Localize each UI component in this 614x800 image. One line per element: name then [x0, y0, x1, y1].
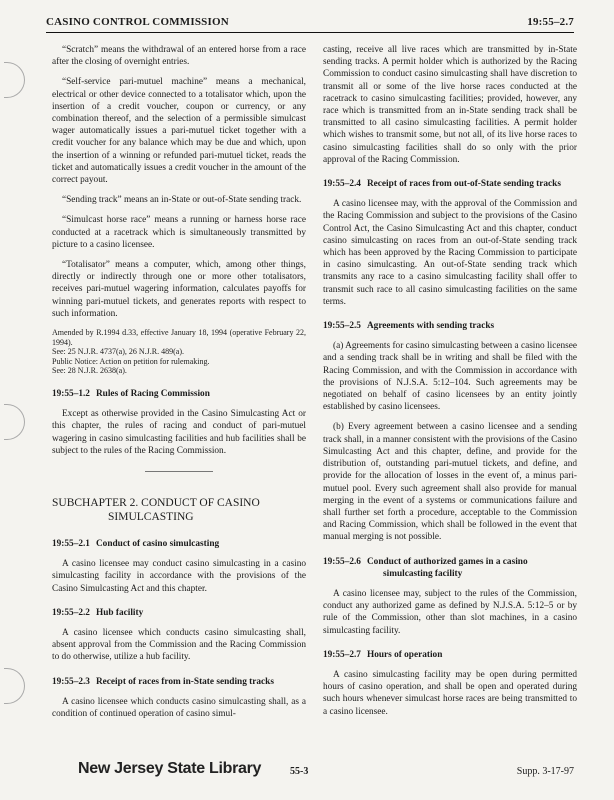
binder-hole	[4, 668, 25, 704]
definition-self-service-machine: “Self-service pari-mutuel machine” means a mechanical, electrical or other device connected to a totalisator which, upon the insertion of a credit voucher, coupon or currency, or any combination thereof, and the selection of a permissible simulcast wager automatically issues a pari-mutuel ticket together with a credit voucher for any balance which may be due and which, upon the insertion of a winning or refunded pari-mutuel ticket, reads the ticket and automatically issues a credit voucher in the amount of the correct payout.	[52, 77, 306, 186]
definition-scratch: “Scratch” means the withdrawal of an entered horse from a race after the closing of overnight entries.	[52, 45, 306, 68]
running-header	[46, 12, 574, 33]
binder-hole	[4, 404, 25, 440]
section-heading-2-3: 19:55–2.3 Receipt of races from in-State sending tracks	[52, 676, 274, 687]
page-number: 55-3	[290, 766, 309, 777]
section-text-2-4: A casino licensee may, with the approval of the Commission and the Racing Commission and subject to the provisions of the Casino Control Act, the Casino Simulcasting Act and this chapter, conduct casino simulcasting on races from an out-of-State sending track which has been approved by the Racing Commission to participate in casino simulcasting. An out-of-State sending track which transmits any race to a casino simulcasting facility shall offer to transmit such race to all casino simulcasting facilities on the same terms.	[323, 199, 577, 307]
definition-sending-track: “Sending track” means an in-State or out-of-State sending track.	[62, 195, 302, 206]
section-heading-2-1: 19:55–2.1 Conduct of casino simulcasting	[52, 539, 220, 550]
history-note: See: 28 N.J.R. 2638(a).	[52, 366, 127, 376]
section-heading-2-5: 19:55–2.5 Agreements with sending tracks	[323, 321, 495, 332]
section-text-2-2: A casino licensee which conducts casino simulcasting shall, absent approval from the Commission and the Racing Commission to do otherwise, utilize a hub facility.	[52, 628, 306, 663]
binder-hole	[4, 62, 25, 98]
history-notes	[52, 328, 306, 376]
history-note: Amended by R.1994 d.33, effective January 18, 1994 (operative February 22, 1994).	[52, 328, 306, 347]
section-heading-1-2: 19:55–1.2 Rules of Racing Commission	[52, 389, 210, 400]
section-heading-2-4: 19:55–2.4 Receipt of races from out-of-State sending tracks	[323, 179, 561, 190]
supplement-date: Supp. 3-17-97	[516, 766, 574, 777]
header-section: 19:55–2.7	[527, 16, 574, 28]
section-text-2-3-continued: casting, receive all live races which are transmitted by in-State sending tracks. A permit holder which is authorized by the Racing Commission to conduct casino simulcasting shall have discretion to transmit all or some of the live horse races conducted at the racetrack to casino simulcasting facilities; provided, however, any race which is transmitted from an in-State sending track shall be transmitted to all casino simulcasting facilities. A permit holder which wishes to transmit some, but not all, of its live horse races to casino simulcasting facilities shall do so only with the prior approval of the Racing Commission.	[323, 45, 577, 165]
section-text-2-5-b: (b) Every agreement between a casino licensee and a sending track shall, in a manner consistent with the provisions of the Casino Simulcasting Act and this chapter, define, and provide for the distribution of, outstanding pari-mutuel tickets, and define, and provide for the allocation of losses in the event of, a minus pari-mutuel pool. Every such agreement shall also provide for manual merging in the event of a systems or communications failure and shall further set forth a procedure, acceptable to the Commission and Racing Commission, which shall be followed in the event that manual merging is not possible.	[323, 422, 577, 543]
section-text-2-1: A casino licensee may conduct casino simulcasting in a casino simulcasting facility in accordance with the provisions of the Casino Simulcasting Act and this chapter.	[52, 559, 306, 594]
definition-totalisator: “Totalisator” means a computer, which, among other things, directly or indirectly through one or more other totalisators, receives pari-mutuel wagering information, calculates payoffs for winning pari-mutuel tickets, and generates reports with respect to such information.	[52, 260, 306, 319]
subchapter-heading: SUBCHAPTER 2. CONDUCT OF CASINO SIMULCASTING	[52, 497, 260, 524]
section-text-2-5-a: (a) Agreements for casino simulcasting between a casino licensee and a sending track shall be in writing and shall be filed with the Racing Commission, and with the Commission in accordance with the provisions of N.J.S.A. 5:12–104. Such agreements may be negotiated on behalf of casino licensees by an entity jointly established by casino licensees.	[323, 341, 577, 413]
library-stamp: New Jersey State Library	[78, 760, 262, 777]
section-text-2-7: A casino simulcasting facility may be open during permitted hours of casino operation, and shall be open and operated during such hours whenever simulcast horse races are being transmitted to a casino licensee.	[323, 669, 577, 717]
section-text-2-3: A casino licensee which conducts casino simulcasting shall, as a condition of continued operation of casino simul-	[52, 696, 306, 720]
history-note: Public Notice: Action on petition for rulemaking.	[52, 356, 210, 366]
definition-simulcast-horse-race: “Simulcast horse race” means a running or harness horse race conducted at a racetrack which is simultaneously transmitted by picture to a casino licensee.	[52, 215, 306, 250]
right-column	[323, 44, 577, 726]
left-column	[52, 44, 306, 728]
header-agency: CASINO CONTROL COMMISSION	[46, 16, 229, 28]
section-text-2-6: A casino licensee may, subject to the rules of the Commission, conduct any authorized game as defined by N.J.S.A. 5:12–5 or by rule of the Commission, other than slot machines, in a casino simulcasting facility.	[323, 588, 577, 636]
section-text-1-2: Except as otherwise provided in the Casino Simulcasting Act or this chapter, the rules of racing and conduct of pari-mutuel wagering in casino simulcasting facilities and hub facilities shall be subject to the rules of the Racing Commission.	[52, 409, 306, 456]
divider	[145, 471, 213, 472]
history-note: See: 25 N.J.R. 4737(a), 26 N.J.R. 489(a).	[52, 347, 184, 357]
section-heading-2-6: 19:55–2.6 Conduct of authorized games in a casino simulcasting facility	[323, 556, 528, 579]
section-heading-2-7: 19:55–2.7 Hours of operation	[323, 649, 443, 660]
section-heading-2-2: 19:55–2.2 Hub facility	[52, 607, 144, 618]
